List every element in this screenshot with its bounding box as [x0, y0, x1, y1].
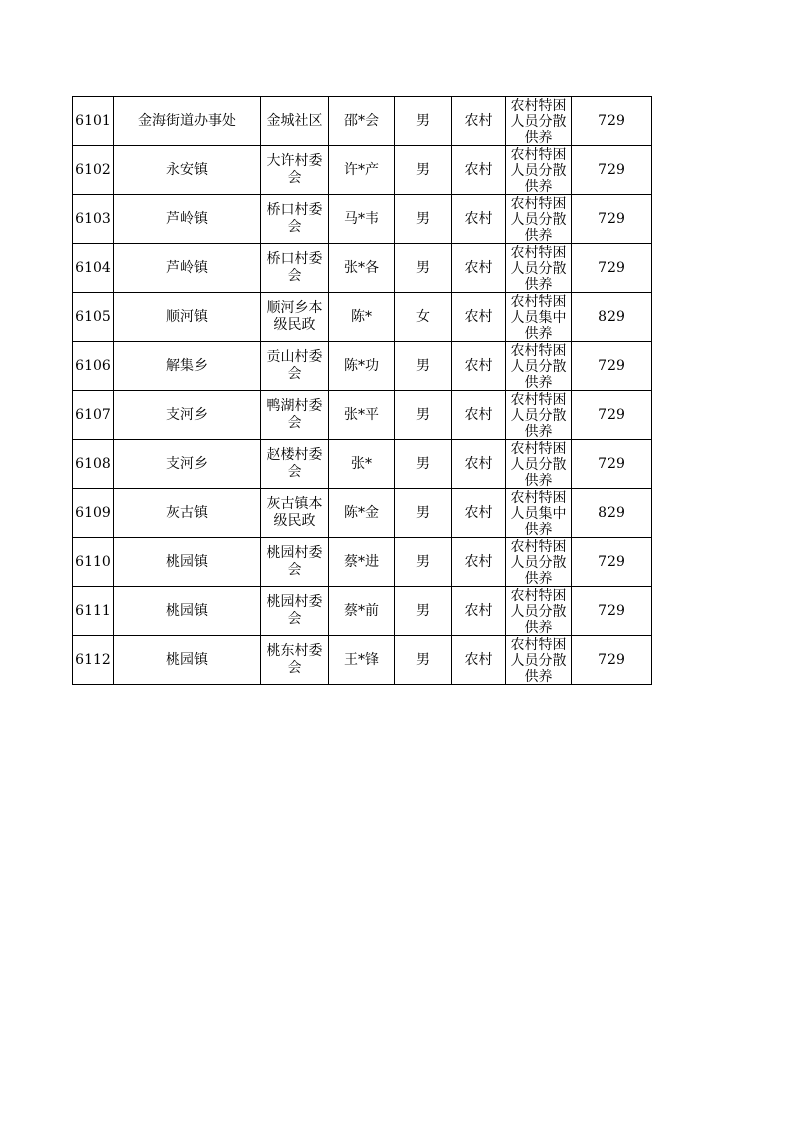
- village-cell: 赵楼村委会: [261, 440, 329, 489]
- village-cell: 鸭湖村委会: [261, 391, 329, 440]
- amount-cell: 729: [572, 146, 652, 195]
- amount-cell: 729: [572, 195, 652, 244]
- town-cell: 支河乡: [114, 391, 261, 440]
- row-id-cell: 6102: [73, 146, 114, 195]
- support-category-cell: [506, 538, 572, 587]
- relief-roster-table: [72, 96, 652, 685]
- village-cell: 顺河乡本级民政: [261, 293, 329, 342]
- person-name-cell: 王*锋: [329, 636, 395, 685]
- village-cell: 贡山村委会: [261, 342, 329, 391]
- area-type-cell: 农村: [452, 489, 506, 538]
- gender-cell: 男: [395, 97, 452, 146]
- area-type-cell: 农村: [452, 97, 506, 146]
- support-category-text: 农村特困人员分散供养: [510, 147, 567, 193]
- town-cell: 支河乡: [114, 440, 261, 489]
- area-type-cell: 农村: [452, 195, 506, 244]
- town-cell: 芦岭镇: [114, 244, 261, 293]
- town-cell: 桃园镇: [114, 636, 261, 685]
- roster-body: [73, 97, 652, 685]
- table-row: [73, 342, 652, 391]
- person-name-cell: 陈*功: [329, 342, 395, 391]
- support-category-text: 农村特困人员分散供养: [510, 98, 567, 144]
- support-category-cell: [506, 391, 572, 440]
- town-cell: 灰古镇: [114, 489, 261, 538]
- row-id-cell: 6108: [73, 440, 114, 489]
- row-id-cell: 6109: [73, 489, 114, 538]
- table-row: [73, 391, 652, 440]
- row-id-cell: 6103: [73, 195, 114, 244]
- gender-cell: 男: [395, 146, 452, 195]
- area-type-cell: 农村: [452, 244, 506, 293]
- support-category-text: 农村特困人员分散供养: [510, 392, 567, 438]
- gender-cell: 男: [395, 538, 452, 587]
- person-name-cell: 陈*: [329, 293, 395, 342]
- area-type-cell: 农村: [452, 391, 506, 440]
- town-cell: 金海街道办事处: [114, 97, 261, 146]
- village-cell: 大许村委会: [261, 146, 329, 195]
- support-category-text: 农村特困人员集中供养: [510, 490, 567, 536]
- row-id-cell: 6110: [73, 538, 114, 587]
- area-type-cell: 农村: [452, 342, 506, 391]
- table-row: [73, 195, 652, 244]
- person-name-cell: 许*产: [329, 146, 395, 195]
- person-name-cell: 蔡*前: [329, 587, 395, 636]
- support-category-text: 农村特困人员分散供养: [510, 343, 567, 389]
- table-row: [73, 489, 652, 538]
- row-id-cell: 6107: [73, 391, 114, 440]
- village-cell: 桃园村委会: [261, 587, 329, 636]
- gender-cell: 男: [395, 391, 452, 440]
- area-type-cell: 农村: [452, 440, 506, 489]
- row-id-cell: 6106: [73, 342, 114, 391]
- table-row: [73, 587, 652, 636]
- person-name-cell: 邵*会: [329, 97, 395, 146]
- table-row: [73, 146, 652, 195]
- amount-cell: 729: [572, 244, 652, 293]
- gender-cell: 男: [395, 636, 452, 685]
- town-cell: 桃园镇: [114, 587, 261, 636]
- gender-cell: 女: [395, 293, 452, 342]
- row-id-cell: 6111: [73, 587, 114, 636]
- support-category-text: 农村特困人员集中供养: [510, 294, 567, 340]
- table-row: [73, 440, 652, 489]
- amount-cell: 729: [572, 342, 652, 391]
- support-category-cell: [506, 636, 572, 685]
- gender-cell: 男: [395, 195, 452, 244]
- area-type-cell: 农村: [452, 538, 506, 587]
- village-cell: 桥口村委会: [261, 195, 329, 244]
- amount-cell: 729: [572, 97, 652, 146]
- support-category-text: 农村特困人员分散供养: [510, 637, 567, 683]
- table-row: [73, 244, 652, 293]
- area-type-cell: 农村: [452, 636, 506, 685]
- person-name-cell: 马*韦: [329, 195, 395, 244]
- support-category-cell: [506, 195, 572, 244]
- gender-cell: 男: [395, 440, 452, 489]
- gender-cell: 男: [395, 587, 452, 636]
- area-type-cell: 农村: [452, 587, 506, 636]
- town-cell: 永安镇: [114, 146, 261, 195]
- amount-cell: 729: [572, 440, 652, 489]
- village-cell: 灰古镇本级民政: [261, 489, 329, 538]
- amount-cell: 729: [572, 391, 652, 440]
- town-cell: 解集乡: [114, 342, 261, 391]
- village-cell: 桃东村委会: [261, 636, 329, 685]
- row-id-cell: 6101: [73, 97, 114, 146]
- town-cell: 顺河镇: [114, 293, 261, 342]
- table-row: [73, 293, 652, 342]
- person-name-cell: 陈*金: [329, 489, 395, 538]
- support-category-cell: [506, 489, 572, 538]
- support-category-cell: [506, 587, 572, 636]
- support-category-text: 农村特困人员分散供养: [510, 245, 567, 291]
- row-id-cell: 6104: [73, 244, 114, 293]
- amount-cell: 829: [572, 489, 652, 538]
- person-name-cell: 张*: [329, 440, 395, 489]
- village-cell: 桃园村委会: [261, 538, 329, 587]
- amount-cell: 729: [572, 538, 652, 587]
- support-category-cell: [506, 146, 572, 195]
- support-category-text: 农村特困人员分散供养: [510, 441, 567, 487]
- town-cell: 芦岭镇: [114, 195, 261, 244]
- support-category-cell: [506, 440, 572, 489]
- area-type-cell: 农村: [452, 146, 506, 195]
- gender-cell: 男: [395, 342, 452, 391]
- gender-cell: 男: [395, 244, 452, 293]
- support-category-cell: [506, 293, 572, 342]
- row-id-cell: 6105: [73, 293, 114, 342]
- village-cell: 金城社区: [261, 97, 329, 146]
- town-cell: 桃园镇: [114, 538, 261, 587]
- support-category-cell: [506, 97, 572, 146]
- support-category-cell: [506, 244, 572, 293]
- support-category-text: 农村特困人员分散供养: [510, 539, 567, 585]
- person-name-cell: 张*平: [329, 391, 395, 440]
- person-name-cell: 张*各: [329, 244, 395, 293]
- amount-cell: 829: [572, 293, 652, 342]
- row-id-cell: 6112: [73, 636, 114, 685]
- table-row: [73, 538, 652, 587]
- table-row: [73, 636, 652, 685]
- person-name-cell: 蔡*进: [329, 538, 395, 587]
- table-row: [73, 97, 652, 146]
- amount-cell: 729: [572, 636, 652, 685]
- support-category-text: 农村特困人员分散供养: [510, 588, 567, 634]
- village-cell: 桥口村委会: [261, 244, 329, 293]
- area-type-cell: 农村: [452, 293, 506, 342]
- amount-cell: 729: [572, 587, 652, 636]
- gender-cell: 男: [395, 489, 452, 538]
- support-category-text: 农村特困人员分散供养: [510, 196, 567, 242]
- support-category-cell: [506, 342, 572, 391]
